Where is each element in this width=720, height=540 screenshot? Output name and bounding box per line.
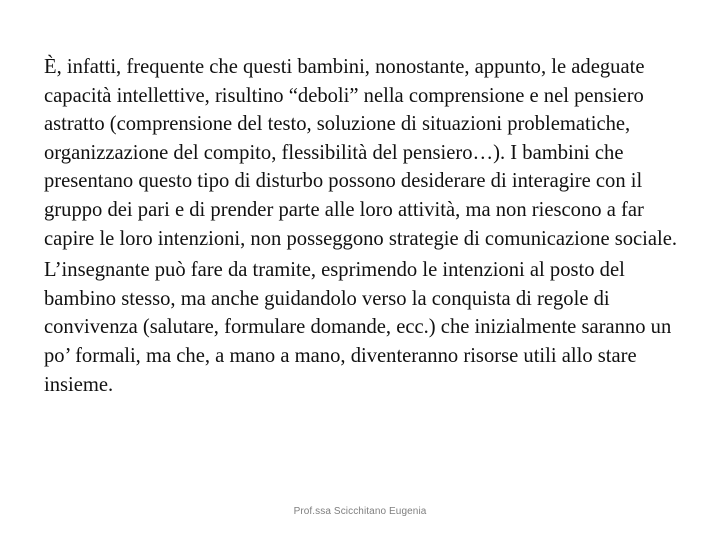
- slide-body-text: [44, 53, 684, 399]
- slide-footer: Prof.ssa Scicchitano Eugenia: [293, 506, 427, 517]
- paragraph-1: È, infatti, frequente che questi bambini, nonostante, appunto, le adeguate capacità intellettive, risultino “deboli” nella comprensione e nel pensiero astratto (comprensione del testo, soluzione di situazioni problematiche, organizzazione del compito, flessibilità del pensiero…). I bambini che presentano questo tipo di disturbo possono desiderare di interagire con il gruppo dei pari e di prender parte alle loro attività, ma non riescono a far capire le loro intenzioni, non posseggono strategie di comunicazione sociale.: [44, 56, 678, 250]
- paragraph-2: L’insegnante può fare da tramite, esprimendo le intenzioni al posto del bambino stesso, ma anche guidandolo verso la conquista di regole di convivenza (salutare, formulare domande, ecc.) che inizialmente saranno un po’ formali, ma che, a mano a mano, diventeranno risorse utili allo stare insieme.: [44, 259, 672, 396]
